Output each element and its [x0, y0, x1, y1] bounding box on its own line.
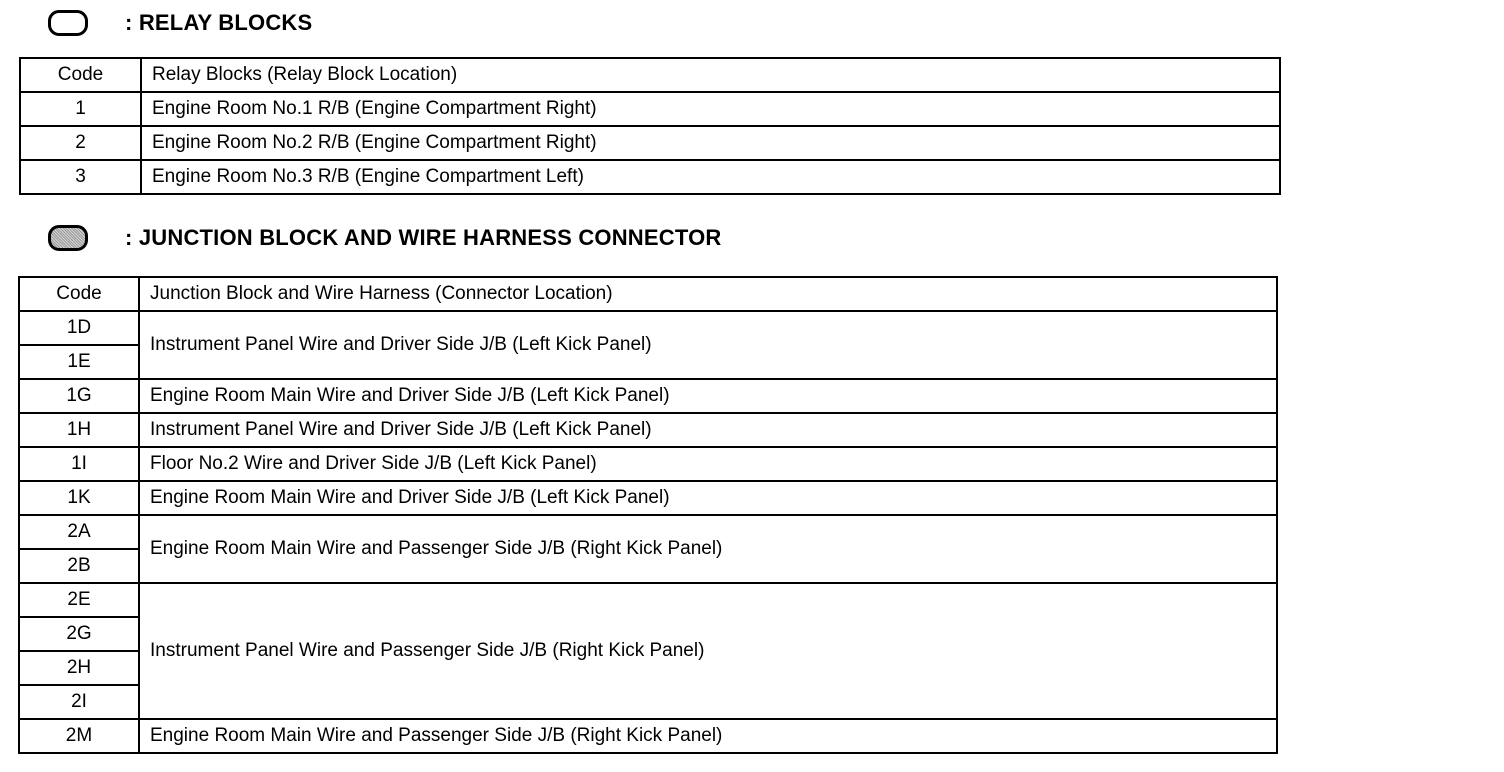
code-header: Code: [20, 58, 141, 92]
table-row: [20, 160, 1280, 194]
relay-desc-cell: Engine Room No.1 R/B (Engine Compartment Right): [141, 92, 1280, 126]
junction-desc-cell: Instrument Panel Wire and Driver Side J/B (Left Kick Panel): [139, 311, 1277, 379]
relay-blocks-title: : RELAY BLOCKS: [125, 10, 313, 35]
table-row: [19, 583, 1277, 617]
junction-code-cell: 2A: [19, 515, 139, 549]
junction-code-cell: 2G: [19, 617, 139, 651]
junction-code-cell: 1E: [19, 345, 139, 379]
relay-desc-cell: Engine Room No.3 R/B (Engine Compartment Left): [141, 160, 1280, 194]
table-row: [19, 719, 1277, 753]
junction-code-cell: 1I: [19, 447, 139, 481]
table-row: [19, 481, 1277, 515]
table-row: [19, 379, 1277, 413]
junction-code-cell: 2M: [19, 719, 139, 753]
relay-blocks-heading: [48, 10, 312, 36]
relay-code-cell: 1: [20, 92, 141, 126]
location-header: Junction Block and Wire Harness (Connector Location): [139, 277, 1277, 311]
junction-code-cell: 2H: [19, 651, 139, 685]
relay-desc-cell: Engine Room No.2 R/B (Engine Compartment Right): [141, 126, 1280, 160]
relay-block-legend-icon: [48, 10, 88, 36]
junction-desc-cell: Engine Room Main Wire and Driver Side J/B (Left Kick Panel): [139, 481, 1277, 515]
table-row: [19, 311, 1277, 345]
table-row: [20, 126, 1280, 160]
junction-desc-cell: Engine Room Main Wire and Passenger Side J/B (Right Kick Panel): [139, 719, 1277, 753]
junction-code-cell: 2I: [19, 685, 139, 719]
junction-desc-cell: Engine Room Main Wire and Driver Side J/B (Left Kick Panel): [139, 379, 1277, 413]
relay-code-cell: 2: [20, 126, 141, 160]
table-row: [20, 92, 1280, 126]
junction-block-legend-icon: [48, 225, 88, 251]
relay-code-cell: 3: [20, 160, 141, 194]
junction-block-title: : JUNCTION BLOCK AND WIRE HARNESS CONNECTOR: [125, 225, 722, 250]
code-header: Code: [19, 277, 139, 311]
junction-block-table: [18, 276, 1278, 754]
junction-desc-cell: Engine Room Main Wire and Passenger Side J/B (Right Kick Panel): [139, 515, 1277, 583]
table-row: [19, 413, 1277, 447]
junction-code-cell: 1K: [19, 481, 139, 515]
relay-blocks-table: [19, 57, 1281, 195]
junction-code-cell: 1G: [19, 379, 139, 413]
table-header-row: [19, 277, 1277, 311]
table-row: [19, 447, 1277, 481]
junction-desc-cell: Instrument Panel Wire and Driver Side J/B (Left Kick Panel): [139, 413, 1277, 447]
junction-desc-cell: Instrument Panel Wire and Passenger Side J/B (Right Kick Panel): [139, 583, 1277, 719]
junction-code-cell: 1H: [19, 413, 139, 447]
junction-block-heading: [48, 225, 722, 251]
junction-code-cell: 1D: [19, 311, 139, 345]
table-header-row: [20, 58, 1280, 92]
junction-desc-cell: Floor No.2 Wire and Driver Side J/B (Left Kick Panel): [139, 447, 1277, 481]
junction-code-cell: 2E: [19, 583, 139, 617]
location-header: Relay Blocks (Relay Block Location): [141, 58, 1280, 92]
junction-code-cell: 2B: [19, 549, 139, 583]
table-row: [19, 515, 1277, 549]
